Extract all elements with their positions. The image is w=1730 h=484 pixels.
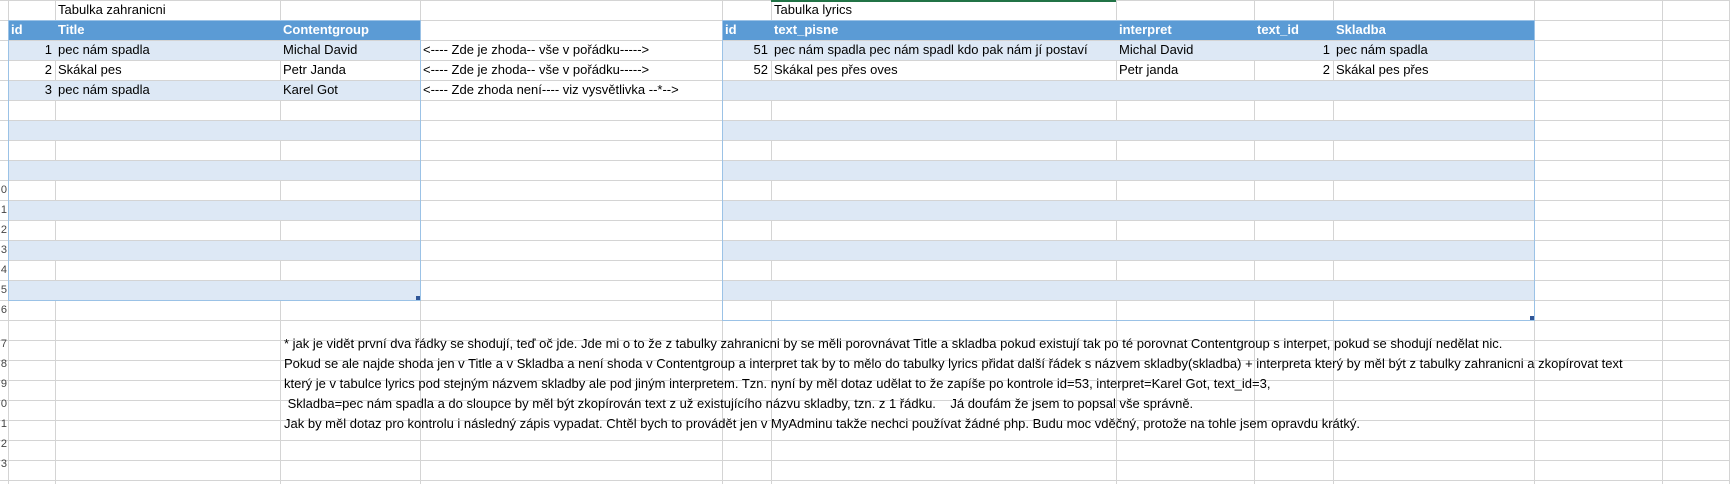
right-header-id[interactable]: id <box>725 22 737 37</box>
left-cell-title[interactable]: pec nám spadla <box>58 82 150 97</box>
row-header[interactable]: 8 <box>0 358 7 370</box>
right-cell-id[interactable]: 52 <box>753 62 768 77</box>
right-cell-text-pisne[interactable]: Skákal pes přes oves <box>774 62 898 77</box>
row-header[interactable]: 0 <box>0 184 7 196</box>
row-header[interactable]: 9 <box>0 378 7 390</box>
right-cell-skladba[interactable]: pec nám spadla <box>1336 42 1428 57</box>
right-header-text-id[interactable]: text_id <box>1257 22 1299 37</box>
row-header[interactable]: 7 <box>0 338 7 350</box>
row-header[interactable]: 0 <box>0 398 7 410</box>
row-header[interactable]: 4 <box>0 264 7 276</box>
left-cell-id[interactable]: 1 <box>44 42 52 57</box>
explanation-line[interactable]: Jak by měl dotaz pro kontrolu i následný zápis vypadat. Chtěl bych to provádět jen v MyAdminu takže nechci používat žádné php. Budu moc vděčný, protože na tohle jsem opravdu krátký. <box>284 416 1360 431</box>
right-header-text-pisne[interactable]: text_pisne <box>774 22 839 37</box>
left-header-title[interactable]: Title <box>58 22 85 37</box>
right-cell-id[interactable]: 51 <box>753 42 768 57</box>
explanation-line[interactable]: * jak je vidět první dva řádky se shodují, teď oč jde. Jde mi o to že z tabulky zahranicni by se měli porovnávat Title a skladba pokud existují tak po té porovnat Contentgroup s interpet, pokud se shodují nedělat nic. <box>284 336 1503 351</box>
row-header[interactable]: 6 <box>0 304 7 316</box>
left-cell-contentgroup[interactable]: Karel Got <box>283 82 338 97</box>
resize-handle-icon[interactable] <box>416 296 420 300</box>
right-cell-interpret[interactable]: Michal David <box>1119 42 1194 57</box>
right-cell-text-id[interactable]: 2 <box>1322 62 1330 77</box>
row-header[interactable]: 3 <box>0 244 7 256</box>
row-header[interactable]: 3 <box>0 458 7 470</box>
match-note[interactable]: <---- Zde zhoda není---- viz vysvětlivka --*--> <box>423 82 679 97</box>
left-cell-id[interactable]: 3 <box>44 82 52 97</box>
match-note[interactable]: <---- Zde je zhoda-- vše v pořádku-----> <box>423 62 650 77</box>
right-cell-text-id[interactable]: 1 <box>1322 42 1330 57</box>
right-cell-skladba[interactable]: Skákal pes přes <box>1336 62 1429 77</box>
left-cell-id[interactable]: 2 <box>44 62 52 77</box>
explanation-line[interactable]: Skladba=pec nám spadla a do sloupce by měl být zkopírován text z už existujícího názvu skladby, tzn. z 1 řádku. Já doufám že jsem to popsal vše správně. <box>284 396 1194 411</box>
right-cell-text-pisne[interactable]: pec nám spadla pec nám spadl kdo pak nám jí postaví <box>774 42 1088 57</box>
right-table-title[interactable]: Tabulka lyrics <box>774 2 853 17</box>
resize-handle-icon[interactable] <box>1530 316 1534 320</box>
left-cell-contentgroup[interactable]: Michal David <box>283 42 358 57</box>
left-cell-contentgroup[interactable]: Petr Janda <box>283 62 346 77</box>
right-header-interpret[interactable]: interpret <box>1119 22 1172 37</box>
row-header[interactable]: 1 <box>0 418 7 430</box>
row-header[interactable]: 5 <box>0 284 7 296</box>
left-header-id[interactable]: id <box>11 22 23 37</box>
left-cell-title[interactable]: Skákal pes <box>58 62 122 77</box>
left-header-contentgroup[interactable]: Contentgroup <box>283 22 369 37</box>
explanation-line[interactable]: který je v tabulce lyrics pod stejným názvem skladby ale pod jiným interpretem. Tzn. nyní by měl dotaz udělat to že zapíše po kontrole id=53, interpret=Karel Got, text_id=3, <box>284 376 1271 391</box>
row-header[interactable]: 2 <box>0 438 7 450</box>
explanation-line[interactable]: Pokud se ale najde shoda jen v Title a v Skladba a není shoda v Contentgroup a interpret tak by to mělo do tabulky lyrics přidat další řádek s názvem skladby(skladba) + interpreta který by měl být z tabulky zahranicni a zkopírovat text <box>284 356 1623 371</box>
right-header-skladba[interactable]: Skladba <box>1336 22 1386 37</box>
row-header[interactable]: 1 <box>0 204 7 216</box>
left-cell-title[interactable]: pec nám spadla <box>58 42 150 57</box>
right-cell-interpret[interactable]: Petr janda <box>1119 62 1179 77</box>
left-table-title[interactable]: Tabulka zahranicni <box>58 2 166 17</box>
match-note[interactable]: <---- Zde je zhoda-- vše v pořádku-----> <box>423 42 650 57</box>
row-header[interactable]: 2 <box>0 224 7 236</box>
